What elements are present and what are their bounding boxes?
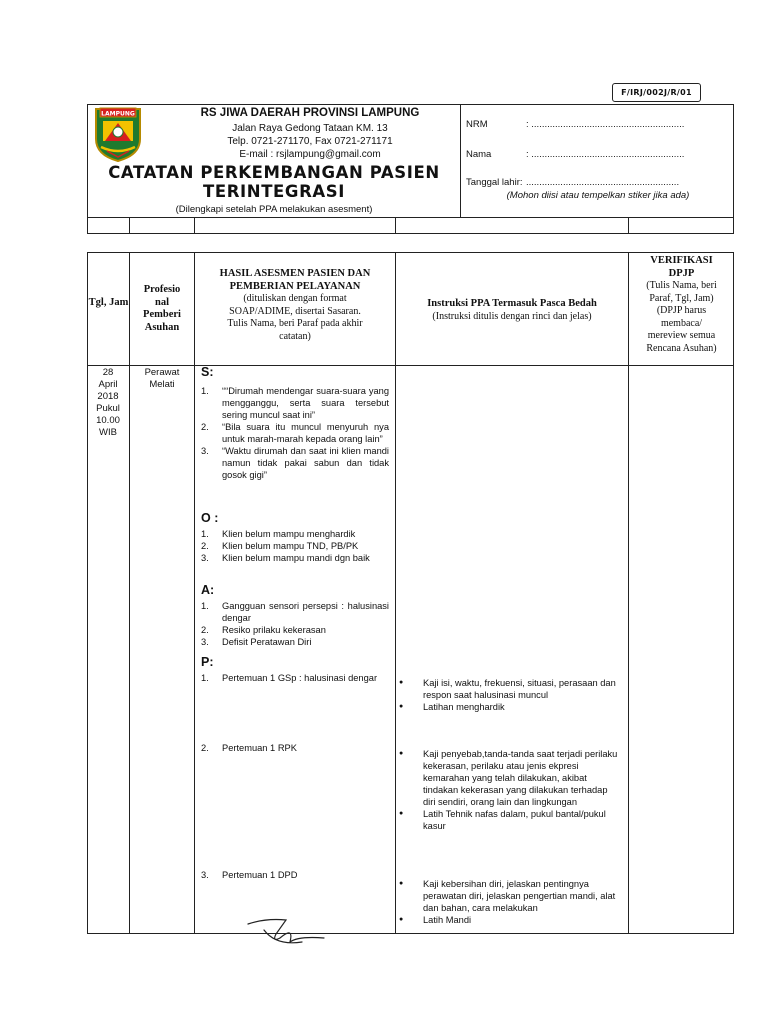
col-verifikasi-sub: mereview semua	[647, 330, 716, 341]
phone-line: Telp. 0721-271170, Fax 0721-271171	[227, 136, 393, 147]
item-text: Latih Tehnik nafas dalam, pukul bantal/pukul kasur	[423, 809, 606, 831]
item-text: Gangguan sensori persepsi : halusinasi dengar	[222, 601, 389, 623]
item-number: 3.	[201, 446, 209, 456]
col-tgl-jam-text: Tgl, Jam	[88, 297, 129, 308]
item-text: Kaji isi, waktu, frekuensi, situasi, perasaan dan respon saat halusinasi muncul	[423, 678, 616, 700]
list-item	[201, 540, 389, 552]
form-note: (Dilengkapi setelah PPA melakukan asesment)	[175, 204, 373, 215]
col-hasil-line: PEMBERIAN PELAYANAN	[229, 280, 361, 292]
item-number: 1.	[201, 386, 209, 396]
item-number: 2.	[201, 422, 209, 432]
nama-label: Nama	[466, 149, 492, 160]
item-text: Latihan menghardik	[423, 702, 505, 712]
nrm-field[interactable]: : ..........................................................	[526, 119, 685, 130]
col-hasil-sub: catatan)	[279, 330, 311, 342]
list-item	[201, 624, 389, 636]
date-line: Pukul	[96, 403, 120, 414]
date-line: April	[98, 379, 118, 390]
item-text: Kaji penyebab,tanda-tanda saat terjadi perilaku kekerasan, perilaku atau jenis ekpresi kemarahan yang telah dilakukan, akibat tindakan kekerasan yang dilakukan terhadap diri sendiri, orang lain dan lingkungan	[423, 749, 618, 807]
soap-s-label: S:	[201, 365, 214, 379]
tanggal-lahir-label: Tanggal lahir:	[466, 177, 523, 188]
item-number: 2.	[201, 625, 209, 635]
item-text: Latih Mandi	[423, 915, 472, 925]
nrm-label: NRM	[466, 119, 488, 130]
item-text: Klien belum mampu TND, PB/PK	[222, 541, 359, 551]
lampung-logo	[93, 105, 143, 163]
col-verifikasi-sub: membaca/	[660, 317, 703, 329]
soap-p-item-1	[201, 672, 389, 684]
bullet-icon: ●	[399, 916, 404, 923]
list-item	[201, 869, 389, 881]
list-item	[201, 528, 389, 540]
item-text: Klien belum mampu mandi dgn baik	[222, 553, 370, 563]
col-verifikasi-sub: (DPJP harus	[656, 305, 707, 316]
col-verifikasi-line: DPJP	[668, 267, 695, 279]
item-text: ““Dirumah mendengar suara-suara yang mengganggu, serta suara tersebut sering muncul saat ini”	[222, 386, 389, 420]
col-hasil-asesmen-header	[196, 268, 394, 343]
list-item	[398, 808, 622, 832]
bullet-icon: ●	[399, 880, 404, 887]
soap-a-label: A:	[201, 583, 215, 597]
list-item	[201, 445, 389, 481]
col-hasil-sub: Tulis Nama, beri Paraf pada akhir	[227, 318, 363, 329]
form-code: F/IRJ/002J/R/01	[612, 83, 701, 102]
col-verifikasi-sub: Rencana Asuhan)	[646, 342, 717, 354]
list-item	[201, 600, 389, 624]
col-hasil-sub: SOAP/ADIME, disertai Sasaran.	[229, 305, 361, 317]
table-col-divider	[194, 252, 195, 934]
form-title-line2: TERINTEGRASI	[203, 182, 345, 201]
list-item	[201, 742, 389, 754]
date-line: 28	[102, 367, 114, 378]
col-profesional-line: Asuhan	[144, 321, 180, 333]
bullet-icon: ●	[399, 703, 404, 710]
col-hasil-sub: (dituliskan dengan format	[243, 293, 347, 304]
instruction-group-3	[398, 878, 622, 926]
item-text: Pertemuan 1 RPK	[222, 743, 297, 753]
signature	[246, 912, 326, 952]
item-number: 1.	[201, 601, 209, 611]
soap-s-list	[201, 385, 389, 481]
item-number: 3.	[201, 637, 209, 647]
bullet-icon: ●	[399, 750, 404, 757]
table-col-divider	[395, 252, 396, 934]
list-item	[201, 385, 389, 421]
header-divider-vertical	[460, 104, 461, 217]
item-number: 1.	[201, 529, 209, 539]
hospital-name: RS JIWA DAERAH PROVINSI LAMPUNG	[200, 107, 420, 119]
item-number: 3.	[201, 553, 209, 563]
item-number: 1.	[201, 673, 209, 683]
header-cell-divider	[628, 217, 629, 234]
col-profesional-line: nal	[154, 296, 169, 308]
list-item	[201, 552, 389, 564]
soap-o-label: O :	[201, 511, 219, 525]
soap-p-item-3	[201, 869, 389, 881]
logo-label: LAMPUNG	[101, 110, 135, 118]
entry-date-time	[88, 367, 128, 439]
item-text: Defisit Peratawan Diri	[222, 637, 312, 647]
email-line: E-mail : rsjlampung@gmail.com	[239, 149, 381, 160]
item-text: Resiko prilaku kekerasan	[222, 625, 326, 635]
profession-line: Perawat	[144, 367, 180, 378]
list-item	[398, 878, 622, 914]
list-item	[398, 748, 622, 808]
bullet-icon: ●	[399, 679, 404, 686]
item-text: Pertemuan 1 GSp : halusinasi dengar	[222, 673, 378, 683]
col-verifikasi-sub: Paraf, Tgl, Jam)	[649, 292, 714, 304]
header-cell-divider	[395, 217, 396, 234]
header-cell-divider	[129, 217, 130, 234]
instruction-group-1	[398, 677, 622, 713]
col-verifikasi-header	[630, 255, 733, 355]
bullet-icon: ●	[399, 810, 404, 817]
header-cell-divider	[194, 217, 195, 234]
form-title-line1: CATATAN PERKEMBANGAN PASIEN	[108, 163, 440, 182]
header-divider-horizontal	[87, 217, 734, 218]
entry-profession	[132, 367, 192, 391]
item-text: “Bila suara itu muncul menyuruh nya untuk marah-marah kepada orang lain”	[222, 422, 389, 444]
tanggal-lahir-field[interactable]: ..........................................................	[526, 177, 680, 188]
col-profesional-line: Pemberi	[143, 309, 181, 320]
col-instruksi-sub: (Instruksi ditulis dengan rinci dan jelas)	[432, 310, 592, 322]
col-instruksi-title: Instruksi PPA Termasuk Pasca Bedah	[427, 298, 597, 309]
profession-line: Melati	[149, 379, 175, 390]
list-item	[201, 672, 389, 684]
col-verifikasi-sub: (Tulis Nama, beri	[646, 280, 717, 291]
list-item	[398, 677, 622, 701]
item-text: “Waktu dirumah dan saat ini klien mandi namun tidak pakai sabun dan tidak gosok gigi”	[222, 446, 389, 480]
table-header-divider	[87, 365, 734, 366]
item-text: Klien belum mampu menghardik	[222, 529, 356, 539]
nama-field[interactable]: : ..........................................................	[526, 149, 685, 160]
item-number: 3.	[201, 870, 209, 880]
col-profesional-line: Profesio	[143, 284, 181, 295]
col-instruksi-header	[397, 298, 627, 323]
item-number: 2.	[201, 541, 209, 551]
list-item	[398, 701, 622, 713]
soap-a-list	[201, 600, 389, 648]
col-verifikasi-line: VERIFIKASI	[650, 255, 713, 266]
col-tgl-jam-header	[88, 297, 129, 310]
item-number: 2.	[201, 743, 209, 753]
form-title	[88, 163, 460, 201]
date-line: 2018	[97, 391, 119, 402]
instruction-group-2	[398, 748, 622, 832]
list-item	[398, 914, 622, 926]
date-line: WIB	[99, 427, 117, 438]
soap-p-label: P:	[201, 655, 214, 669]
soap-p-item-2	[201, 742, 389, 754]
address-line: Jalan Raya Gedong Tataan KM. 13	[232, 123, 388, 134]
table-col-divider	[129, 252, 130, 934]
table-col-divider	[628, 252, 629, 934]
item-text: Kaji kebersihan diri, jelaskan pentingnya perawatan diri, jelaskan pengertian mandi, alat dan bahan, cara melakukan	[423, 879, 616, 913]
soap-o-list	[201, 528, 389, 564]
item-text: Pertemuan 1 DPD	[222, 870, 298, 880]
patient-sticker-note: (Mohon diisi atau tempelkan stiker jika ada)	[506, 190, 690, 201]
col-profesional-header	[130, 284, 194, 334]
list-item	[201, 636, 389, 648]
list-item	[201, 421, 389, 445]
col-hasil-line: HASIL ASESMEN PASIEN DAN	[219, 268, 371, 279]
date-line: 10.00	[96, 415, 120, 426]
